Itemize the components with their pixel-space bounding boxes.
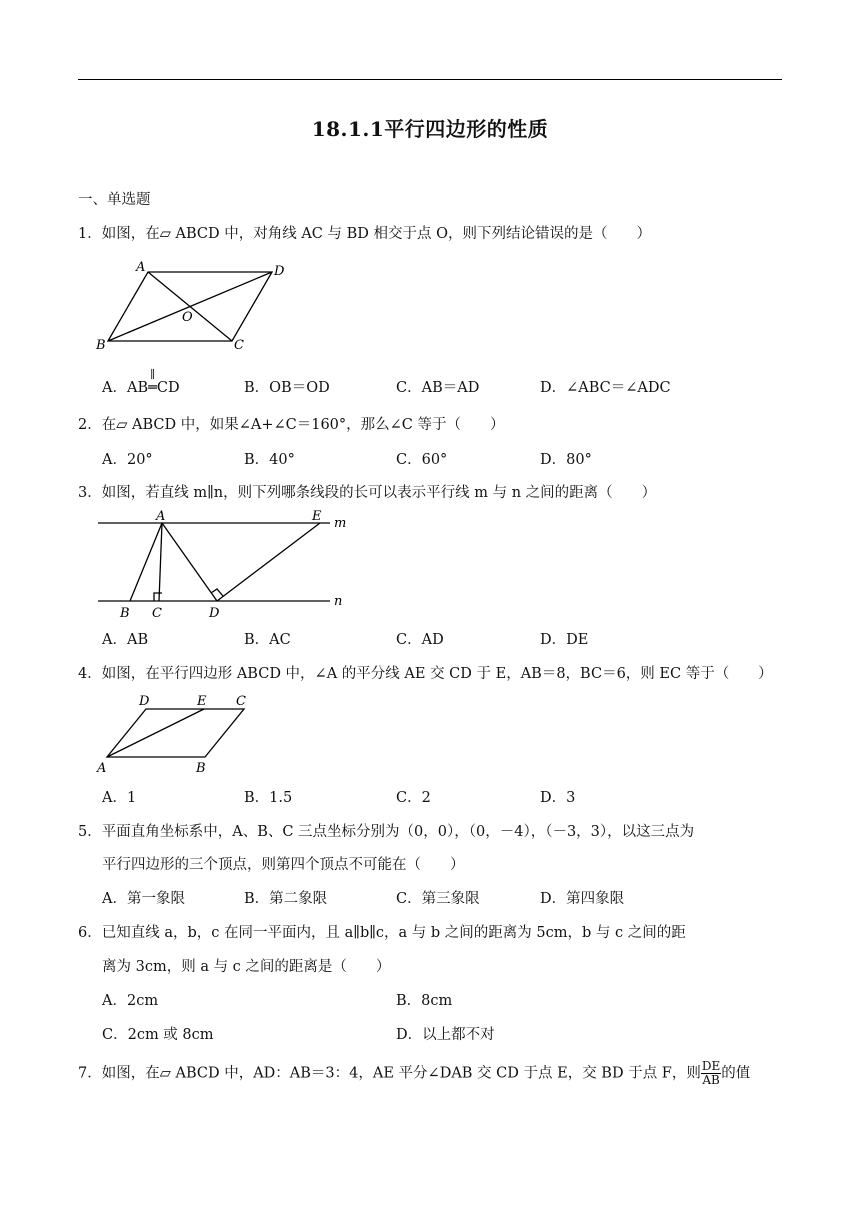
q3-segment-ab	[130, 523, 162, 601]
q2-option-d[interactable]: D．80°	[540, 452, 592, 468]
q2-option-b[interactable]: B．40°	[244, 452, 295, 468]
q1-option-c[interactable]: C．AB＝AD	[396, 380, 480, 396]
q5-stem-line2: 平行四边形的三个顶点，则第四个顶点不可能在（ ）	[102, 857, 465, 873]
q4-option-a[interactable]: A．1	[102, 790, 137, 806]
page-title: 18.1.1平行四边形的性质	[311, 117, 549, 141]
q6-option-c[interactable]: C．2cm 或 8cm	[102, 1027, 214, 1043]
header-rule	[78, 79, 782, 80]
q3-option-c[interactable]: C．AD	[396, 632, 444, 648]
q3-right-angle-c	[154, 593, 162, 601]
q3-segment-ad	[162, 523, 217, 601]
q1-label-d: D	[274, 264, 285, 279]
q6-stem-line2: 离为 3cm，则 a 与 c 之间的距离是（ ）	[102, 959, 391, 975]
q5-option-a[interactable]: A．第一象限	[102, 891, 185, 907]
q1-parallel-equal-symbol	[148, 368, 157, 398]
q6-option-b[interactable]: B．8cm	[396, 993, 453, 1009]
q3-label-c: C	[152, 606, 162, 621]
q2-option-a[interactable]: A．20°	[102, 452, 153, 468]
q3-label-a: A	[156, 509, 166, 524]
q3-option-d[interactable]: D．DE	[540, 632, 589, 648]
q3-label-n: n	[334, 594, 343, 609]
q4-parallelogram	[107, 709, 244, 757]
q3-label-d: D	[209, 606, 220, 621]
q7-stem	[78, 1060, 750, 1087]
q6-option-d[interactable]: D．以上都不对	[396, 1027, 495, 1043]
q1-equal-mark: ═	[148, 380, 157, 396]
q1-option-a[interactable]	[102, 368, 180, 398]
q1-option-a-suffix: CD	[156, 380, 180, 396]
q7-stem-text: 7．如图，在▱ ABCD 中，AD：AB＝3：4，AE 平分∠DAB 交 CD 于点 E，交 BD 于点 F，则	[78, 1065, 701, 1082]
q6-option-a[interactable]: A．2cm	[102, 993, 159, 1009]
q1-parallelogram-figure	[90, 258, 300, 358]
q1-label-b: B	[96, 338, 106, 353]
q7-fraction	[701, 1060, 721, 1087]
q3-option-a[interactable]: A．AB	[102, 632, 149, 648]
q7-stem-tail: 的值	[721, 1065, 751, 1082]
q4-stem: 4．如图，在平行四边形 ABCD 中，∠A 的平分线 AE 交 CD 于 E，AB＝8，BC＝6，则 EC 等于（ ）	[78, 666, 773, 682]
q1-label-a: A	[136, 260, 146, 275]
q7-fraction-denominator: AB	[702, 1073, 720, 1087]
q4-label-b: B	[196, 761, 206, 776]
q6-stem-line1: 6．已知直线 a，b，c 在同一平面内，且 a∥b∥c，a 与 b 之间的距离为 5cm，b 与 c 之间的距	[78, 925, 686, 941]
q1-option-d[interactable]: D．∠ABC＝∠ADC	[540, 380, 671, 396]
q1-label-c: C	[234, 338, 244, 353]
q3-label-m: m	[334, 516, 347, 531]
q1-option-b[interactable]: B．OB＝OD	[244, 380, 330, 396]
q1-parallel-mark: ∥	[150, 368, 156, 381]
q4-option-b[interactable]: B．1.5	[244, 790, 293, 806]
q5-option-b[interactable]: B．第二象限	[244, 891, 328, 907]
q4-option-d[interactable]: D．3	[540, 790, 576, 806]
q3-stem: 3．如图，若直线 m∥n，则下列哪条线段的长可以表示平行线 m 与 n 之间的距离（ ）	[78, 485, 657, 501]
q4-label-e: E	[197, 694, 207, 709]
q5-option-c[interactable]: C．第三象限	[396, 891, 480, 907]
q3-label-e: E	[312, 509, 322, 524]
q7-fraction-numerator: DE	[701, 1059, 721, 1073]
q4-label-c: C	[236, 694, 246, 709]
q1-stem: 1．如图，在▱ ABCD 中，对角线 AC 与 BD 相交于点 O，则下列结论错误的是（ ）	[78, 226, 651, 242]
q4-label-d: D	[139, 694, 150, 709]
section-heading: 一、单选题	[78, 192, 151, 208]
q4-option-c[interactable]: C．2	[396, 790, 431, 806]
q1-option-a-prefix: A．AB	[102, 380, 149, 396]
q3-parallel-lines-figure	[96, 508, 356, 623]
q3-segment-de	[217, 523, 320, 601]
q4-parallelogram-figure	[94, 692, 264, 782]
q3-option-b[interactable]: B．AC	[244, 632, 291, 648]
q1-diagonal-bd	[108, 272, 272, 341]
q2-option-c[interactable]: C．60°	[396, 452, 448, 468]
q5-stem-line1: 5．平面直角坐标系中，A、B、C 三点坐标分别为（0，0），（0，－4），（－3，3），以这三点为	[78, 824, 695, 840]
q2-stem: 2．在▱ ABCD 中，如果∠A+∠C＝160°，那么∠C 等于（ ）	[78, 417, 505, 433]
q1-label-o: O	[182, 310, 193, 325]
q3-label-b: B	[120, 606, 130, 621]
q5-option-d[interactable]: D．第四象限	[540, 891, 625, 907]
q4-label-a: A	[97, 761, 107, 776]
q4-bisector-ae	[107, 709, 204, 757]
q3-segment-ac	[159, 523, 162, 601]
